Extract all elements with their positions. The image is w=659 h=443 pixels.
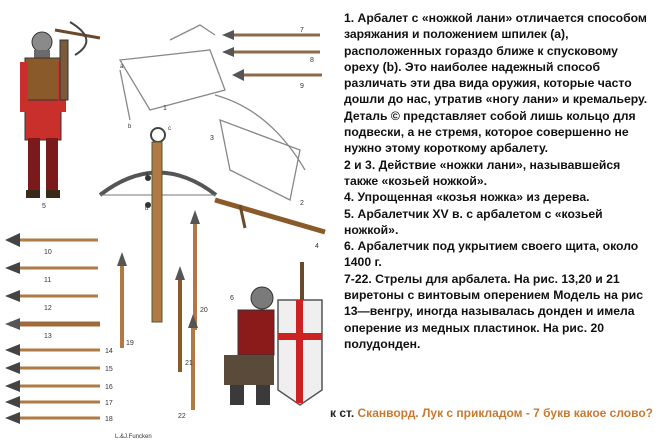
figure-number: 19 [126,340,134,347]
part-label: a [145,171,149,177]
description-paragraph: 7-22. Стрелы для арбалета. На рис. 13,20 и 21 виретоны с винтовым оперением Модель на рис 13—венгру, иногда называлась донден и имела оперение из медных пластинок. На рис. 20 полудонден. [344,271,644,351]
figure-number: 20 [200,307,208,314]
figure-number: 22 [178,413,186,420]
figure-number: 21 [185,360,193,367]
figure-number: 18 [105,416,113,423]
description-text [344,10,656,352]
footer-prefix: к ст. [330,406,355,420]
part-label: a [120,64,124,70]
part-label: c [168,126,171,132]
crossbow-bolts-10-18 [5,233,100,424]
description-paragraph: 1. Арбалет с «ножкой лани» отличается способом заряжания и положением шпилек (а), расположенных гораздо ближе к спусковому ореху (b). Это наиболее надежный способ различать эти два вида оружия, которые часто дошли до нас, утратив «ногу лани» и кремальеру. Деталь © представляет собой лишь кольцо для подвески, а не стремя, которое совершенно не нужно этому короткому арбалету. [344,11,648,156]
crossbowman-figure-5 [20,22,100,198]
crossbow-bolts-7-9 [222,30,322,81]
figure-number: 13 [44,333,52,340]
figure-number: 11 [44,277,52,284]
part-label: b [128,124,132,130]
figure-number: 2 [300,200,304,207]
figure-number: 16 [105,384,113,391]
figure-number: 10 [44,249,52,256]
figure-number: 4 [315,243,319,250]
description-paragraph: 4. Упрощенная «козья ножка» из дерева. [344,190,590,205]
part-label: b [145,206,149,212]
crossbow-figure-1 [100,128,216,322]
artist-signature: L.&J.Funcken [115,434,152,440]
footer-link-line [330,405,655,421]
figure-number: 12 [44,305,52,312]
description-paragraph: 2 и 3. Действие «ножки лани», называвшейся также «козьей ножкой». [344,157,621,188]
figure-number: 17 [105,400,113,407]
figure-number: 3 [210,135,214,142]
wooden-lever-figure-4 [215,200,325,232]
description-paragraph: 5. Арбалетчик XV в. с арбалетом с «козьей ножкой». [344,206,603,237]
figure-number: 7 [300,27,304,34]
figure-number: 5 [42,203,46,210]
figure-number: 14 [105,348,113,355]
scanword-link[interactable]: Сканворд. Лук с прикладом - 7 букв какое слово? [357,406,654,420]
description-paragraph: 6. Арбалетчик под укрытием своего щита, около 1400 г. [344,239,639,270]
figure-number: 15 [105,366,113,373]
figure-number: 1 [163,105,167,112]
figure-number: 9 [300,83,304,90]
figure-number: 8 [310,57,314,64]
figure-number: 6 [230,295,234,302]
crossbowman-with-shield-figure-6 [224,262,322,405]
